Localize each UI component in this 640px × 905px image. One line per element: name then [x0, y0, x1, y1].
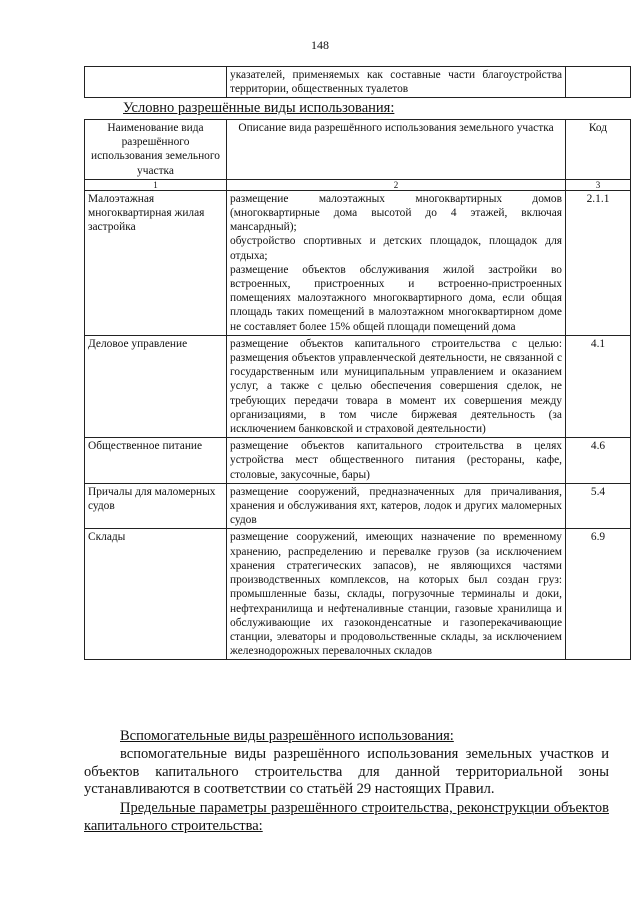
table-header-row	[85, 120, 631, 180]
description-paragraph: обустройство спортивных и детских площадок, площадок для отдыха;	[230, 235, 562, 262]
use-description	[227, 190, 566, 335]
table-row	[85, 483, 631, 529]
description-paragraph: размещение объектов капитального строительства в целях устройства мест общественного питания (рестораны, кафе, столовые, закусочные, бары)	[230, 440, 562, 481]
empty-code-cell	[566, 67, 631, 98]
use-code: 5.4	[566, 483, 631, 529]
table-row	[85, 335, 631, 437]
conditional-uses-table	[84, 119, 631, 660]
table-row	[85, 438, 631, 484]
use-name: Причалы для маломерных судов	[85, 483, 227, 529]
auxiliary-uses-heading: Вспомогательные виды разрешённого использования:	[120, 728, 454, 744]
use-description	[227, 483, 566, 529]
use-code: 4.1	[566, 335, 631, 437]
use-description	[227, 335, 566, 437]
use-code: 6.9	[566, 529, 631, 660]
use-code: 4.6	[566, 438, 631, 484]
use-name: Склады	[85, 529, 227, 660]
table-row	[85, 67, 631, 98]
description-paragraph: размещение сооружений, имеющих назначение по временному хранению, распределению и перевалке грузов (за исключением хранения стратегических запасов), не являющихся частями производственных комплексов, на которых был создан груз: промышленные базы, склады, погрузочные терминалы и доки, нефтехранилища и нефтеналивные станции, газовые хранилища и обслуживающие их газоконденсатные и газоперекачивающие станции, элеваторы и продовольственные склады, за исключением железнодорожных перевалочных складов	[230, 531, 562, 658]
column-index-row	[85, 179, 631, 190]
description-paragraph: размещение малоэтажных многоквартирных домов (многоквартирные дома высотой до 4 этажей, включая мансардный);	[230, 192, 562, 234]
table-row	[85, 190, 631, 335]
header-description: Описание вида разрешённого использования земельного участка	[227, 120, 566, 180]
continued-description-cell: указателей, применяемых как составные части благоустройства территории, общественных туалетов	[227, 67, 566, 98]
column-index: 3	[566, 179, 631, 190]
use-name: Малоэтажная многоквартирная жилая застройка	[85, 190, 227, 335]
page-number: 148	[311, 38, 329, 52]
use-description	[227, 529, 566, 660]
continued-table	[84, 66, 631, 98]
conditional-uses-heading: Условно разрешённые виды использования:	[123, 100, 395, 116]
limits-heading: Предельные параметры разрешённого строительства, реконструкции объектов капитального строительства:	[84, 800, 609, 834]
empty-name-cell	[85, 67, 227, 98]
header-name: Наименование вида разрешённого использования земельного участка	[85, 120, 227, 180]
use-description	[227, 438, 566, 484]
description-paragraph: размещение объектов обслуживания жилой застройки во встроенных, пристроенных и встроенно-пристроенных помещениях малоэтажного многоквартирного дома, если общая площадь таких помещений в малоэтажном многоквартирном доме не составляет более 15% общей площади помещений дома	[230, 263, 562, 333]
description-paragraph: размещение сооружений, предназначенных для причаливания, хранения и обслуживания яхт, катеров, лодок и других маломерных судов	[230, 485, 562, 527]
auxiliary-uses-text: вспомогательные виды разрешённого использования земельных участков и объектов капитального строительства для данной территориальной зоны устанавливаются в соответствии со статьёй 29 настоящих Правил.	[84, 746, 609, 797]
table-row	[85, 529, 631, 660]
use-name: Общественное питание	[85, 438, 227, 484]
column-index: 1	[85, 179, 227, 190]
column-index: 2	[227, 179, 566, 190]
description-paragraph: размещение объектов капитального строительства с целью: размещения объектов управленческой деятельности, не связанной с государственным или муниципальным управлением и оказанием услуг, а также с целью обеспечения совершения сделок, не требующих передачи товара в момент их совершения между организациями, в том числе биржевая деятельность (за исключением банковской и страховой деятельности)	[230, 337, 562, 436]
use-name: Деловое управление	[85, 335, 227, 437]
use-code: 2.1.1	[566, 190, 631, 335]
header-code: Код	[566, 120, 631, 180]
